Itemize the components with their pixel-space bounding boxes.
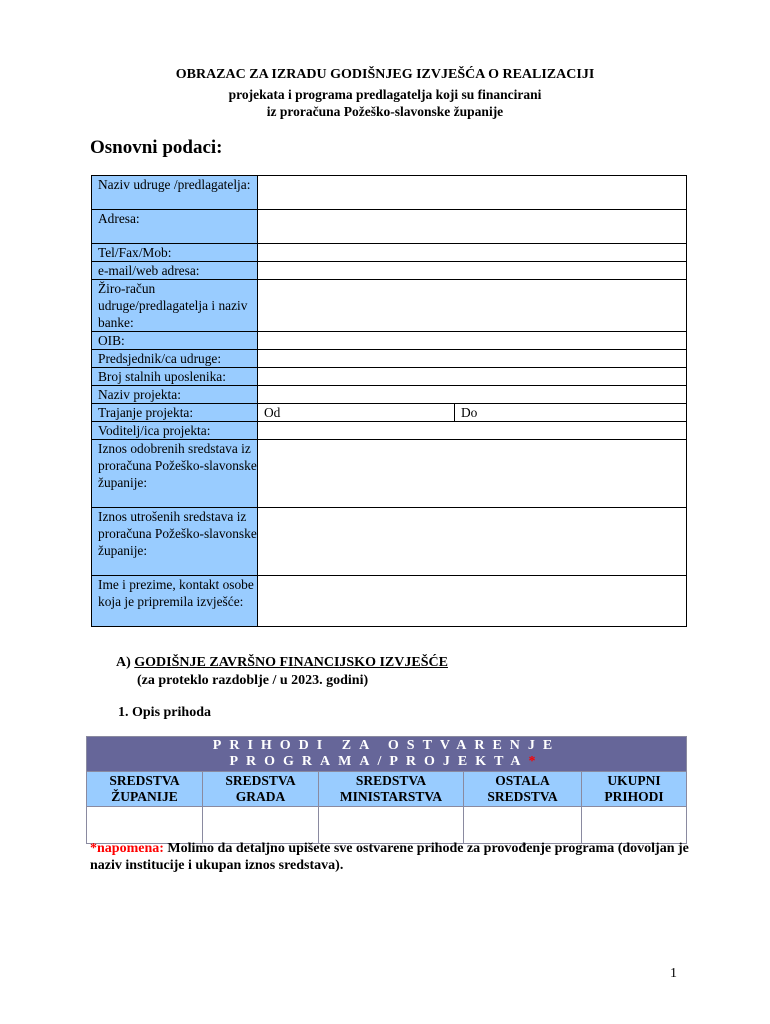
row-label-naziv-projekta: Naziv projekta:: [92, 386, 258, 404]
income-band-star: *: [528, 754, 544, 769]
col-header-sredstva-grada: SREDSTVA GRADA: [203, 772, 319, 807]
table-row: [87, 772, 687, 807]
field-broj-uposlenika[interactable]: [258, 368, 687, 386]
page-number: 1: [670, 966, 677, 981]
table-row: [92, 422, 687, 440]
field-iznos-odobrenih[interactable]: [258, 440, 687, 508]
table-row: [87, 737, 687, 772]
cell-sredstva-ministarstva[interactable]: [319, 807, 464, 844]
field-email[interactable]: [258, 262, 687, 280]
table-row: [92, 350, 687, 368]
table-row: [92, 176, 687, 210]
table-row: [92, 332, 687, 350]
row-label-adresa: Adresa:: [92, 210, 258, 244]
basic-data-table: [91, 175, 687, 627]
row-label-oib: OIB:: [92, 332, 258, 350]
field-adresa[interactable]: [258, 210, 687, 244]
field-ziro-racun[interactable]: [258, 280, 687, 332]
income-band-header: [87, 737, 687, 772]
field-trajanje-od[interactable]: Od: [258, 404, 455, 422]
field-predsjednik[interactable]: [258, 350, 687, 368]
section-a-title: GODIŠNJE ZAVRŠNO FINANCIJSKO IZVJEŠĆE: [134, 655, 448, 670]
cell-sredstva-grada[interactable]: [203, 807, 319, 844]
row-label-voditelj: Voditelj/ica projekta:: [92, 422, 258, 440]
row-label-tel: Tel/Fax/Mob:: [92, 244, 258, 262]
income-band-line1: PRIHODI ZA OSTVARENJE: [212, 738, 561, 753]
row-label-ziro-racun: Žiro-račun udruge/predlagatelja i naziv banke:: [92, 280, 258, 332]
cell-ukupni-prihodi[interactable]: [582, 807, 687, 844]
col-header-sredstva-zupanije: SREDSTVA ŽUPANIJE: [87, 772, 203, 807]
form-subtitle-line2: iz proračuna Požeško-slavonske županije: [266, 104, 504, 119]
row-label-kontakt-osoba: Ime i prezime, kontakt osobe koja je pripremila izvješće:: [92, 576, 258, 627]
row-label-broj-uposlenika: Broj stalnih uposlenika:: [92, 368, 258, 386]
table-row: [87, 807, 687, 844]
row-label-trajanje: Trajanje projekta:: [92, 404, 258, 422]
note-label: *napomena:: [90, 841, 164, 856]
row-label-iznos-utrosenih: Iznos utrošenih sredstava iz proračuna Požeško-slavonske županije:: [92, 508, 258, 576]
note-text: Molimo da detaljno upišete sve ostvarene prihode za provođenje programa (dovoljan je naziv institucije i ukupan iznos sredstava).: [90, 841, 689, 873]
row-label-naziv-udruge: Naziv udruge /predlagatelja:: [92, 176, 258, 210]
form-subtitle-line1: projekata i programa predlagatelja koji su financirani: [228, 87, 542, 102]
table-row: [92, 368, 687, 386]
income-band-line2: PROGRAMA/PROJEKTA: [229, 754, 529, 769]
table-row: [92, 440, 687, 508]
field-iznos-utrosenih[interactable]: [258, 508, 687, 576]
basic-data-heading: Osnovni podaci:: [90, 137, 223, 158]
table-row: [92, 210, 687, 244]
income-table: [86, 736, 687, 844]
field-voditelj[interactable]: [258, 422, 687, 440]
field-trajanje-do[interactable]: Do: [455, 404, 687, 422]
row-label-email: e-mail/web adresa:: [92, 262, 258, 280]
field-kontakt-osoba[interactable]: [258, 576, 687, 627]
section-1-heading: 1. Opis prihoda: [118, 705, 211, 720]
cell-ostala-sredstva[interactable]: [464, 807, 582, 844]
form-title: OBRAZAC ZA IZRADU GODIŠNJEG IZVJEŠĆA O REALIZACIJI: [175, 67, 595, 82]
section-a-heading: [116, 655, 448, 671]
income-note: [90, 840, 690, 874]
field-oib[interactable]: [258, 332, 687, 350]
section-a-subtitle: (za proteklo razdoblje / u 2023. godini): [137, 673, 369, 688]
table-row: [92, 508, 687, 576]
field-naziv-projekta[interactable]: [258, 386, 687, 404]
income-band-line2-wrap: [87, 754, 686, 770]
section-a-marker: A): [116, 655, 131, 670]
field-tel[interactable]: [258, 244, 687, 262]
table-row: [92, 404, 687, 422]
table-row: [92, 244, 687, 262]
col-header-sredstva-ministarstva: SREDSTVA MINISTARSTVA: [319, 772, 464, 807]
table-row: [92, 386, 687, 404]
row-label-predsjednik: Predsjednik/ca udruge:: [92, 350, 258, 368]
col-header-ostala-sredstva: OSTALA SREDSTVA: [464, 772, 582, 807]
row-label-iznos-odobrenih: Iznos odobrenih sredstava iz proračuna Požeško-slavonske županije:: [92, 440, 258, 508]
table-row: [92, 576, 687, 627]
table-row: [92, 280, 687, 332]
cell-sredstva-zupanije[interactable]: [87, 807, 203, 844]
col-header-ukupni-prihodi: UKUPNI PRIHODI: [582, 772, 687, 807]
field-naziv-udruge[interactable]: [258, 176, 687, 210]
table-row: [92, 262, 687, 280]
